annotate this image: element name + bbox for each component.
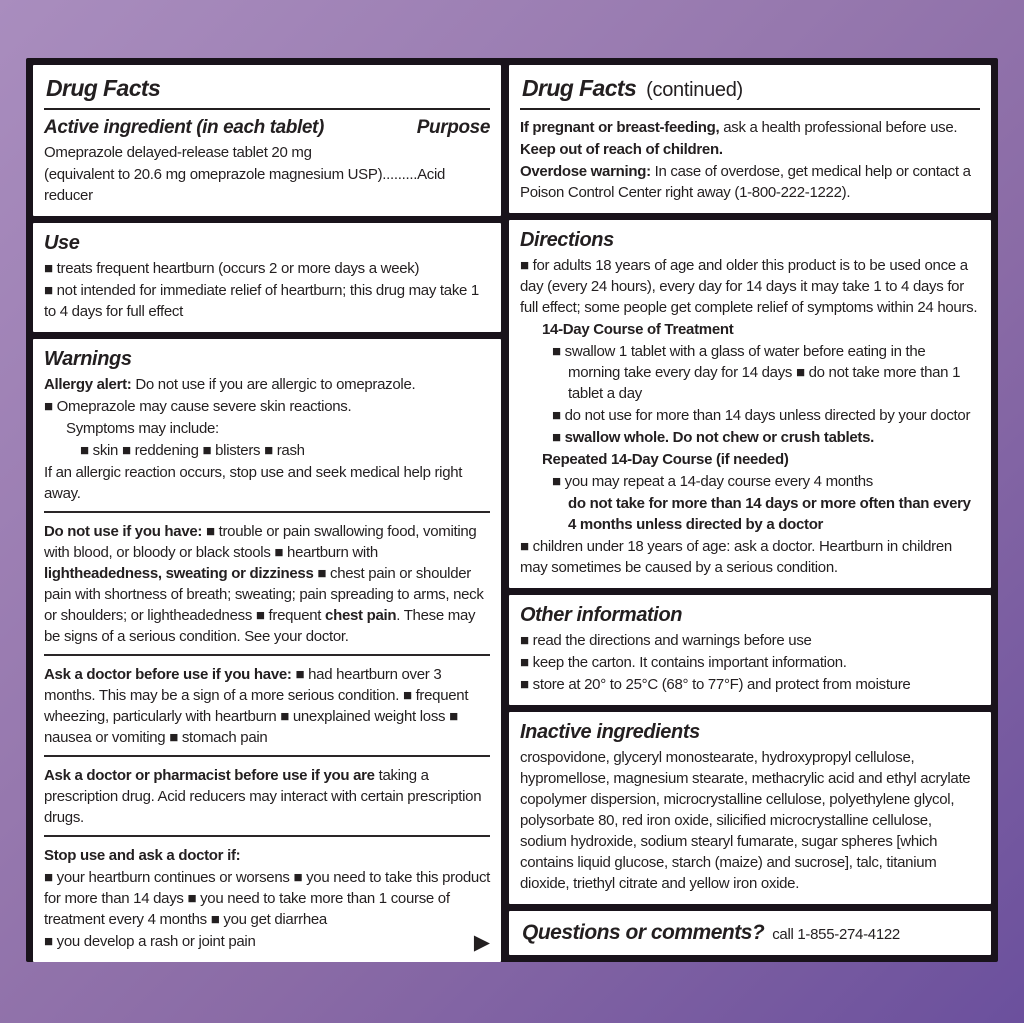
panel-title-active-ingredient [33,65,501,216]
panel-continued-header [509,65,991,213]
directions-heading: Directions [520,229,614,251]
other-info-bullet: ■ store at 20° to 25°C (68° to 77°F) and protect from moisture [520,676,911,693]
drug-facts-continued-title: Drug Facts (continued) [522,75,743,101]
overdose-warning: Overdose warning: In case of overdose, get medical help or contact a Poison Control Center right away (1-800-222-1222). [520,163,971,201]
active-ingredient-line2: (equivalent to 20.6 mg omeprazole magnesium USP).........Acid reducer [44,166,446,204]
use-bullet: ■ treats frequent heartburn (occurs 2 or more days a week) [44,260,420,277]
divider [44,108,490,110]
divider [520,108,980,110]
allergy-alert: Allergy alert: Do not use if you are allergic to omeprazole. [44,376,416,393]
use-heading: Use [44,232,80,254]
symptoms-list: ■ skin ■ reddening ■ blisters ■ rash [80,442,305,459]
stop-use-last: ■ you develop a rash or joint pain [44,933,256,950]
divider [44,755,490,757]
other-info-bullet: ■ read the directions and warnings before use [520,632,812,649]
use-bullet: ■ not intended for immediate relief of heartburn; this drug may take 1 to 4 days for full effect [44,282,479,320]
course-bullet: ■ do not use for more than 14 days unless directed by your doctor [552,407,971,424]
drug-facts-title: Drug Facts [46,75,161,101]
do-not-use-lead: Do not use if you have: [44,523,203,540]
course-bullet: ■ swallow whole. Do not chew or crush tablets. [552,429,874,446]
questions-row [520,919,980,946]
course-bullet: ■ swallow 1 tablet with a glass of water before eating in the morning take every day for 14 days ■ do not take more than 1 tablet a day [552,343,961,402]
active-ingredient-header-row [44,117,490,139]
other-info-bullet: ■ keep the carton. It contains important information. [520,654,847,671]
panel-use [33,223,501,332]
active-ingredient-heading: Active ingredient (in each tablet) [44,117,324,138]
inactive-ingredients-heading: Inactive ingredients [520,721,700,743]
directions-intro: ■ for adults 18 years of age and older this product is to be used once a day (every 24 hours), every day for 14 days it may take 1 to 4 days for full effect; some people get complete relief of symptoms within 24 hours. [520,257,978,316]
ask-pharmacist-lead: Ask a doctor or pharmacist before use if you are [44,767,375,784]
continued-arrow-icon: ▶ [473,931,490,954]
repeat-bullet: ■ you may repeat a 14-day course every 4 months [552,473,873,490]
panel-questions [509,911,991,955]
repeat-bold-note: do not take for more than 14 days or more often than every 4 months unless directed by a doctor [568,495,971,533]
divider [44,654,490,656]
left-column [33,65,501,955]
questions-phone: call 1-855-274-4122 [772,926,900,943]
ask-doctor-lead: Ask a doctor before use if you have: [44,666,292,683]
warnings-heading: Warnings [44,348,132,370]
repeat-course-title: Repeated 14-Day Course (if needed) [542,451,789,468]
panel-directions [509,220,991,588]
right-column [509,65,991,955]
keep-out-of-reach: Keep out of reach of children. [520,141,723,158]
active-ingredient-line1: Omeprazole delayed-release tablet 20 mg [44,144,312,161]
stop-use-lead: Stop use and ask a doctor if: [44,847,241,864]
ask-doctor: Ask a doctor before use if you have: ■ had heartburn over 3 months. This may be a sign of a more serious condition. ■ frequent wheezing, particularly with heartburn ■ unexplained weight loss ■ nausea or vomiting ■ stomach pain [44,666,469,746]
divider [44,835,490,837]
inactive-ingredients-text: crospovidone, glyceryl monostearate, hydroxypropyl cellulose, hypromellose, magnesium stearate, methacrylic acid and ethyl acrylate copolymer dispersion, microcrystalline cellulose, polyethylene glycol, polysorbate 80, red iron oxide, silicified microcrystalline cellulose, sodium hydroxide, sodium stearyl fumarate, sugar spheres [which contains liquid glucose, starch (maize) and sucrose], talc, titanium dioxide, triethyl citrate and yellow iron oxide. [520,749,971,892]
other-information-heading: Other information [520,604,683,626]
children-bullet: ■ children under 18 years of age: ask a doctor. Heartburn in children may sometimes be caused by a serious condition. [520,538,952,576]
pregnancy-warning: If pregnant or breast-feeding, ask a health professional before use. [520,119,958,136]
allergy-alert-lead: Allergy alert: [44,376,132,393]
allergy-end: If an allergic reaction occurs, stop use and seek medical help right away. [44,464,463,502]
purpose-heading: Purpose [416,117,490,138]
panel-warnings [33,339,501,962]
panel-inactive-ingredients [509,712,991,904]
divider [44,511,490,513]
symptoms-line: Symptoms may include: [66,420,219,437]
do-not-use: Do not use if you have: ■ trouble or pain swallowing food, vomiting with blood, or bloody or black stools ■ heartburn with lightheadedness, sweating or dizziness ■ chest pain or shoulder pain with shortness of breath; sweating; pain spreading to arms, neck or shoulders; or lightheadedness ■ frequent chest pain. These may be signs of a serious condition. See your doctor. [44,523,484,645]
stop-use-bullets: ■ your heartburn continues or worsens ■ you need to take this product for more than 14 days ■ you need to take more than 1 course of treatment every 4 months ■ you get diarrhea [44,869,491,928]
panel-other-information [509,595,991,705]
stop-use-last-row [44,931,490,953]
drug-facts-label [26,58,998,962]
allergy-bullet: ■ Omeprazole may cause severe skin reactions. [44,398,352,415]
questions-heading: Questions or comments? [522,921,765,944]
continued-label: (continued) [646,79,743,101]
ask-pharmacist: Ask a doctor or pharmacist before use if you are taking a prescription drug. Acid reducers may interact with certain prescription drugs. [44,767,482,826]
course-title: 14-Day Course of Treatment [542,321,734,338]
